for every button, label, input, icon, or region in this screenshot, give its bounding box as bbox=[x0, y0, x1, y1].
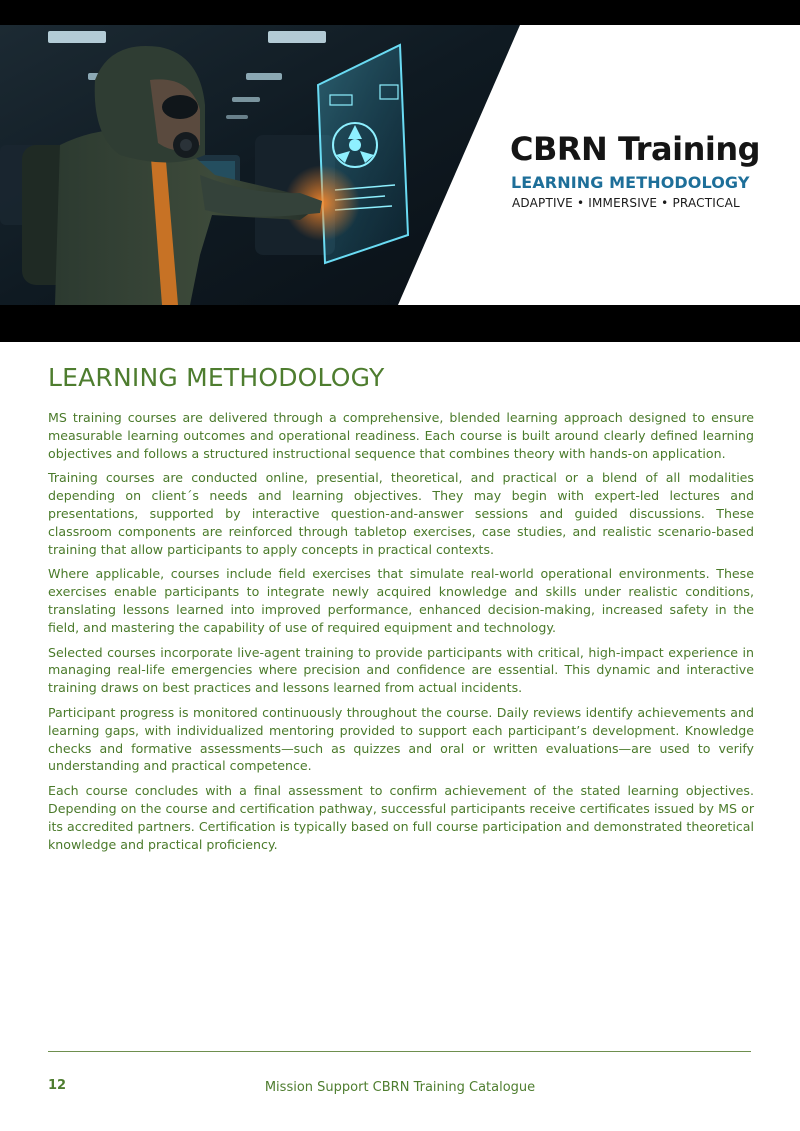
paragraph-live-agent: Selected courses incorporate live-agent training to provide participants with critical, high-impact experience in managing real-life emergencies where precision and confidence are essential. This dynamic and interactive training draws on best practices and lessons learned from actual incidents. bbox=[48, 644, 754, 696]
paragraph-field-exercises: Where applicable, courses include field exercises that simulate real-world operational environments. These exercises enable participants to integrate newly acquired knowledge and skills under realistic conditions, translating lessons learned into improved performance, enhanced decision-making, increased safety in the field, and mastering the capability of use of required equipment and technology. bbox=[48, 566, 754, 635]
footer-divider bbox=[48, 1051, 751, 1052]
page-heading: LEARNING METHODOLOGY bbox=[48, 363, 385, 392]
banner-tagline: ADAPTIVE • IMMERSIVE • PRACTICAL bbox=[512, 196, 740, 210]
paragraph-progress: Participant progress is monitored continuously throughout the course. Daily reviews identify achievements and learning gaps, with individualized mentoring provided to support each participant’s development. Knowledge checks and formative assessments—such as quizzes and oral or written evaluations—are used to verify understanding and practical competence. bbox=[48, 704, 754, 774]
page-number: 12 bbox=[48, 1078, 67, 1093]
body-content bbox=[48, 409, 754, 860]
paragraph-certification: Each course concludes with a final assessment to confirm achievement of the stated learning objectives. Depending on the course and certification pathway, successful participants receive certificates issued by MS or its accredited partners. Certification is typically based on full course participation and demonstrated theoretical knowledge and practical proficiency. bbox=[48, 783, 754, 852]
paragraph-intro: MS training courses are delivered through a comprehensive, blended learning approach designed to ensure measurable learning outcomes and operational readiness. Each course is built around clearly defined learning objectives and follows a structured instructional sequence that combines theory with hands-on application. bbox=[48, 410, 754, 461]
footer-title: Mission Support CBRN Training Catalogue bbox=[264, 1080, 536, 1095]
header-banner bbox=[0, 0, 800, 342]
paragraph-modalities: Training courses are conducted online, presential, theoretical, and practical or a blend of all modalities depending on client´s needs and learning objectives. They may begin with expert-led lectures and presentations, supported by interactive question-and-answer sessions and guided discussions. These classroom components are reinforced through tabletop exercises, case studies, and realistic scenario-based training that allow participants to apply concepts in practical contexts. bbox=[48, 470, 754, 557]
banner-title: CBRN Training bbox=[510, 130, 761, 168]
banner-subtitle: LEARNING METHODOLOGY bbox=[511, 173, 750, 192]
